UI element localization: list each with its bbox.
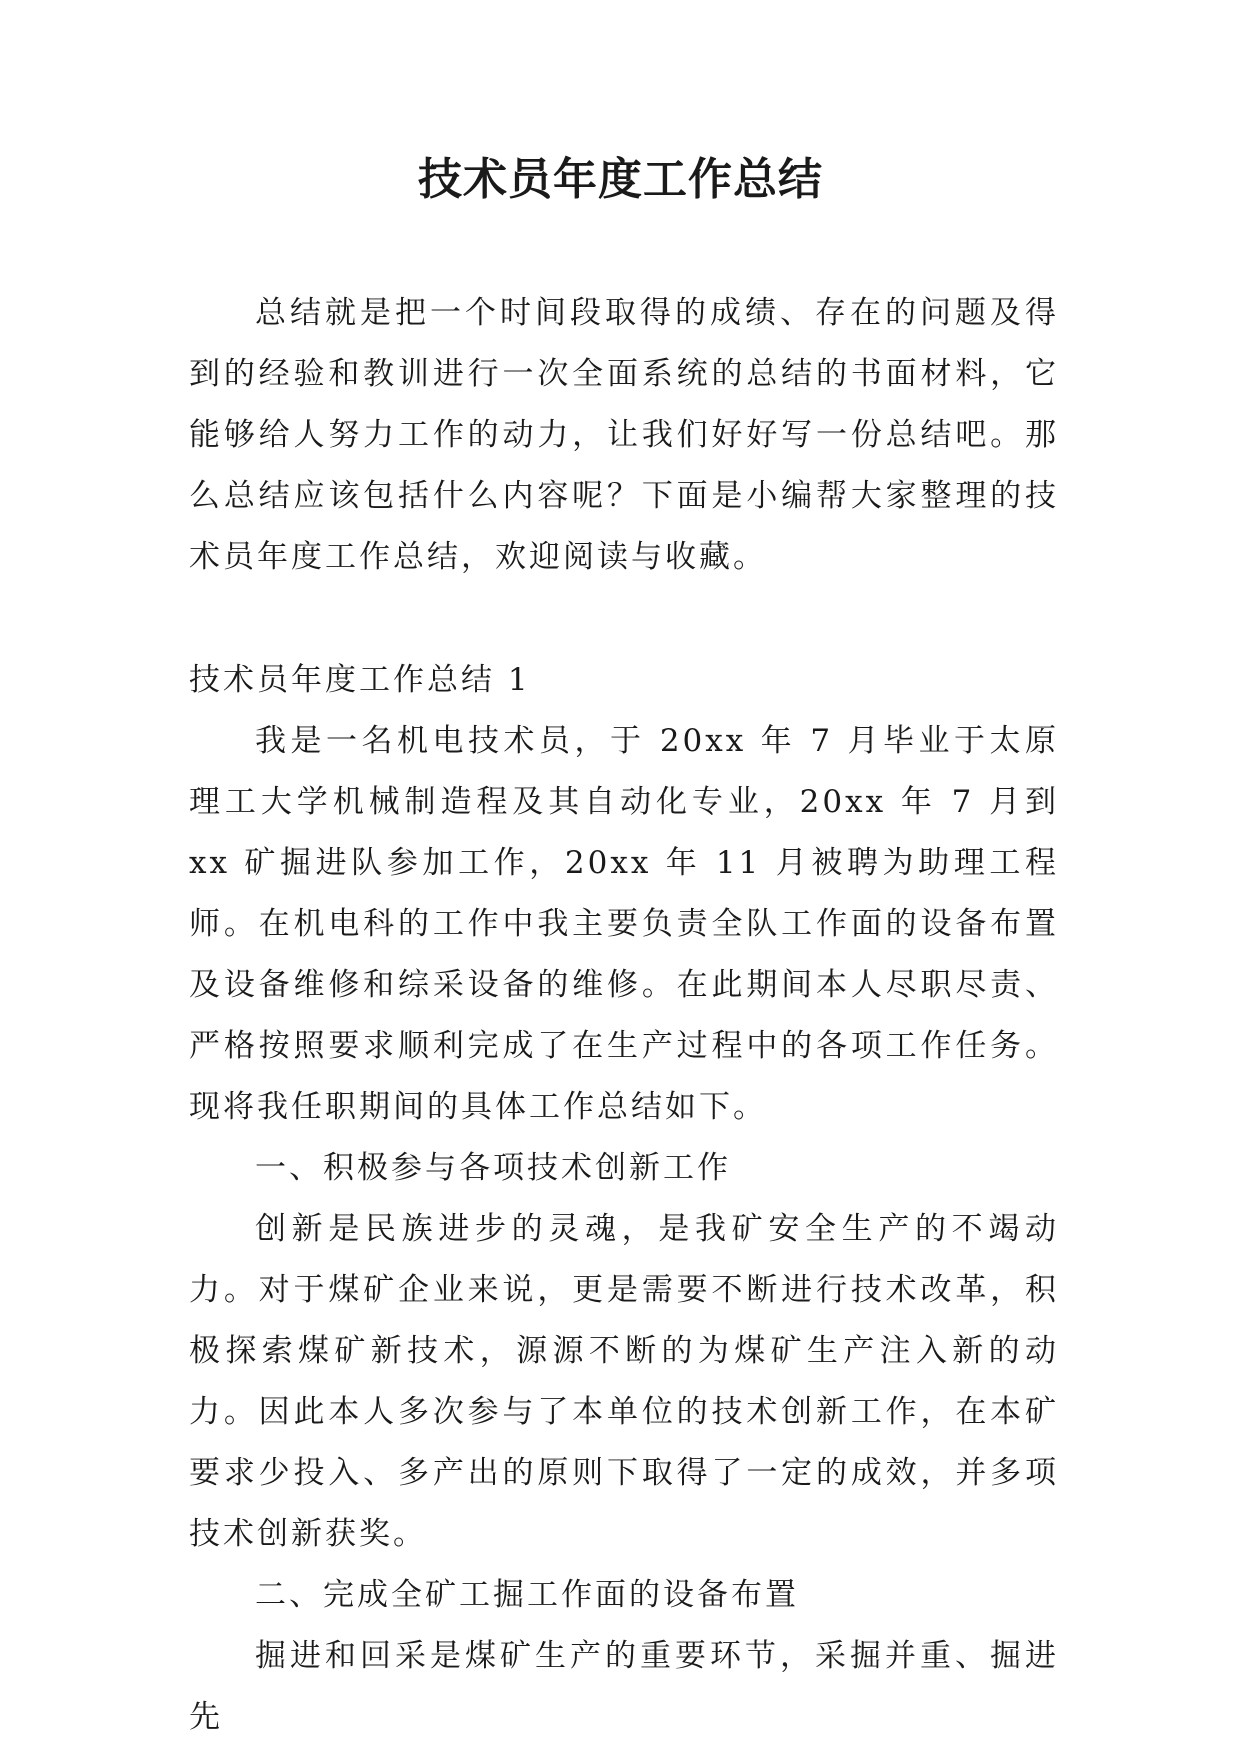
body-paragraph: 创新是民族进步的灵魂，是我矿安全生产的不竭动力。对于煤矿企业来说，更是需要不断进行技术改革，积极探索煤矿新技术，源源不断的为煤矿生产注入新的动力。因此本人多次参与了本单位的技术创新工作，在本矿要求少投入、多产出的原则下取得了一定的成效，并多项技术创新获奖。: [189, 1211, 1059, 1552]
intro-paragraph: 总结就是把一个时间段取得的成绩、存在的问题及得到的经验和教训进行一次全面系统的总结的书面材料，它能够给人努力工作的动力，让我们好好写一份总结吧。那么总结应该包括什么内容呢？下面是小编帮大家整理的技术员年度工作总结，欢迎阅读与收藏。: [189, 295, 1059, 575]
body-paragraph: 我是一名机电技术员，于 20xx 年 7 月毕业于太原理工大学机械制造程及其自动化专业，20xx 年 7 月到 xx 矿掘进队参加工作，20xx 年 11 月被聘为助理工程师。在机电科的工作中我主要负责全队工作面的设备布置及设备维修和综采设备的维修。在此期间本人尽职尽责、严格按照要求顺利完成了在生产过程中的各项工作任务。现将我任职期间的具体工作总结如下。: [189, 723, 1059, 1125]
subheading-1: 一、积极参与各项技术创新工作: [255, 1150, 731, 1186]
body-paragraph: 掘进和回采是煤矿生产的重要环节，采掘并重、掘进先: [189, 1638, 1059, 1735]
subheading-2: 二、完成全矿工掘工作面的设备布置: [255, 1577, 799, 1613]
document-title: 技术员年度工作总结: [418, 154, 823, 205]
document-body: [189, 283, 1059, 1748]
section-title: 技术员年度工作总结 1: [189, 662, 531, 698]
